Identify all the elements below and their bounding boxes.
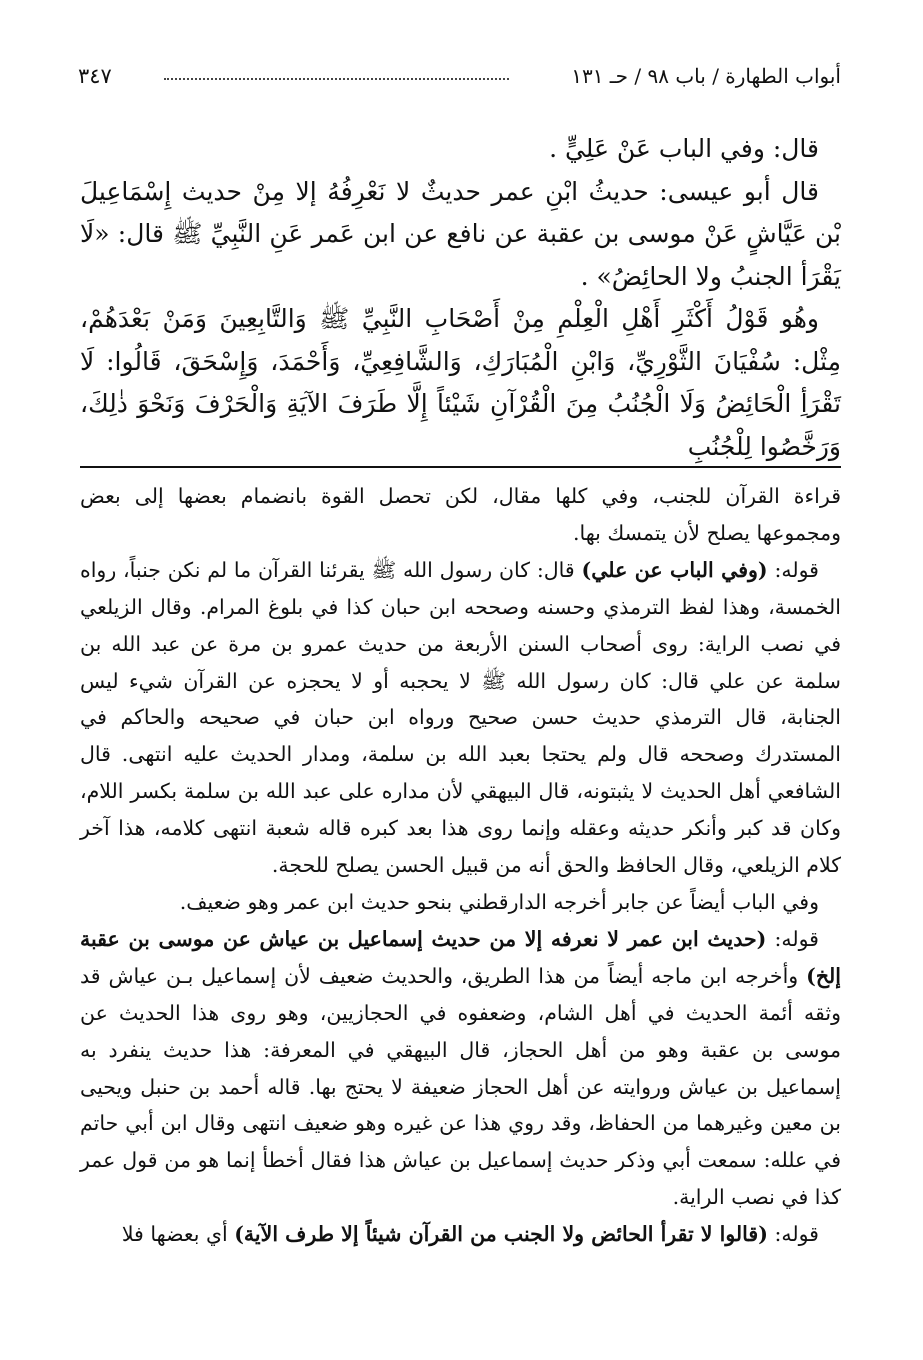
commentary-paragraph: وفي الباب أيضاً عن جابر أخرجه الدارقطني بنحو حديث ابن عمر وهو ضعيف. <box>179 889 819 914</box>
commentary-paragraph <box>80 1216 841 1253</box>
commentary-label: قوله: <box>774 926 819 951</box>
matn-paragraph: قال أبو عيسى: حديثُ ابْنِ عمر حديثٌ لا نَعْرِفُهُ إلا مِنْ حديث إِسْمَاعِيلَ بْن عَيَّاشٍ عَنْ موسى بن عقبة عن نافع عن ابن عَمر عَنِ النَّبِيِّ ﷺ قال: «لَا يَقْرَأ الجنبُ ولا الحائِضُ» . <box>80 176 841 291</box>
commentary-quote: (وفي الباب عن علي) <box>581 557 768 582</box>
commentary-paragraph: قراءة القرآن للجنب، وفي كلها مقال، لكن تحصل القوة بانضمام بعضها إلى بعض ومجموعها يصلح لأن يتمسك بها. <box>80 484 841 545</box>
running-header <box>78 62 841 98</box>
commentary-label: قوله: <box>774 557 819 582</box>
commentary-paragraph <box>80 552 841 884</box>
separator-rule <box>80 466 841 468</box>
commentary-text <box>80 478 841 1253</box>
commentary-paragraph <box>80 921 841 1216</box>
commentary-body: أي بعضها فلا <box>121 1222 228 1247</box>
matn-paragraph: قال: وفي الباب عَنْ عَلِيٍّ . <box>549 134 819 163</box>
commentary-body: وأخرجه ابن ماجه أيضاً من هذا الطريق، والحديث ضعيف لأن إسماعيل بـن عياش قد وثقه أئمة الحديث في أهل الشام، وضعفوه في الحجازيين، وهو روى هذا الحديث عن موسى بن عقبة وهو من أهل الحجاز، قال البيهقي في المعرفة: هذا حديث ينفرد به إسماعيل بن عياش وروايته عن أهل الحجاز ضعيفة لا يحتج بها. قاله أحمد بن حنبل ويحيى بن معين وغيرهما من الحفاظ، وقد روي هذا عن غيره وهو ضعيف انتهى وقال ابن أبي حاتم في علله: سمعت أبي وذكر حديث إسماعيل بن عياش هذا فقال أخطأ إنما هو من قول عمر كذا في نصب الراية. <box>80 963 841 1210</box>
hadith-text <box>80 128 841 468</box>
commentary-body: قال: كان رسول الله ﷺ يقرئنا القرآن ما لم نكن جنباً، رواه الخمسة، وهذا لفظ الترمذي وحسنه وصححه ابن حبان كذا في بلوغ المرام. وقال الزيلعي في نصب الراية: روى أصحاب السنن الأربعة من حديث عمرو بن مرة عن عبد الله بن سلمة عن علي قال: كان رسول الله ﷺ لا يحجبه أو لا يحجزه عن القرآن شيء ليس الجنابة، قال الترمذي حديث حسن صحيح ورواه ابن حبان في صحيحه والحاكم في المستدرك وصححه قال ولم يحتجا بعبد الله بن سلمة، ومدار الحديث عليه انتهى. قال الشافعي أهل الحديث لا يثبتونه، قال البيهقي لأن مداره على عبد الله بن سلمة بكسر اللام، وكان قد كبر وأنكر حديثه وعقله وإنما روى هذا بعد كبره قاله شعبة انتهى كلامه، هذا آخر كلام الزيلعي، وقال الحافظ والحق أنه من قبيل الحسن يصلح للحجة. <box>80 557 841 878</box>
page-number: ٣٤٧ <box>78 64 112 88</box>
commentary-quote: (قالوا لا تقرأ الحائض ولا الجنب من القرآن شيئاً إلا طرف الآية) <box>234 1222 768 1247</box>
matn-paragraph: وهُو قَوْلُ أَكْثَرِ أَهْلِ الْعِلْمِ مِنْ أَصْحَابِ النَّبِيِّ ﷺ وَالتَّابِعِينَ وَمَنْ بَعْدَهُمْ، مِثْل: سُفْيَانَ الثَّوْرِيِّ، وَابْنِ الْمُبَارَكِ، وَالشَّافِعِيِّ، وَأَحْمَدَ، وَإِسْحَقَ، قَالُوا: لَا تَقْرَأِ الْحَائِضُ وَلَا الْجُنُبُ مِنَ الْقُرْآنِ شَيْئاً إِلَّا طَرَفَ الآيَةِ وَالْحَرْفَ وَنَحْوَ ذٰلِكَ، وَرَخَّصُوا لِلْجُنُبِ <box>80 304 841 461</box>
commentary-label: قوله: <box>774 1222 819 1247</box>
header-dotted-leader <box>164 78 509 80</box>
commentary-quote: (حديث ابن عمر لا نعرفه إلا من حديث إسماعيل بن عياش عن موسى بن عقبة إلخ) <box>80 926 841 988</box>
header-title: أبواب الطهارة / باب ٩٨ / حـ ١٣١ <box>571 64 841 88</box>
